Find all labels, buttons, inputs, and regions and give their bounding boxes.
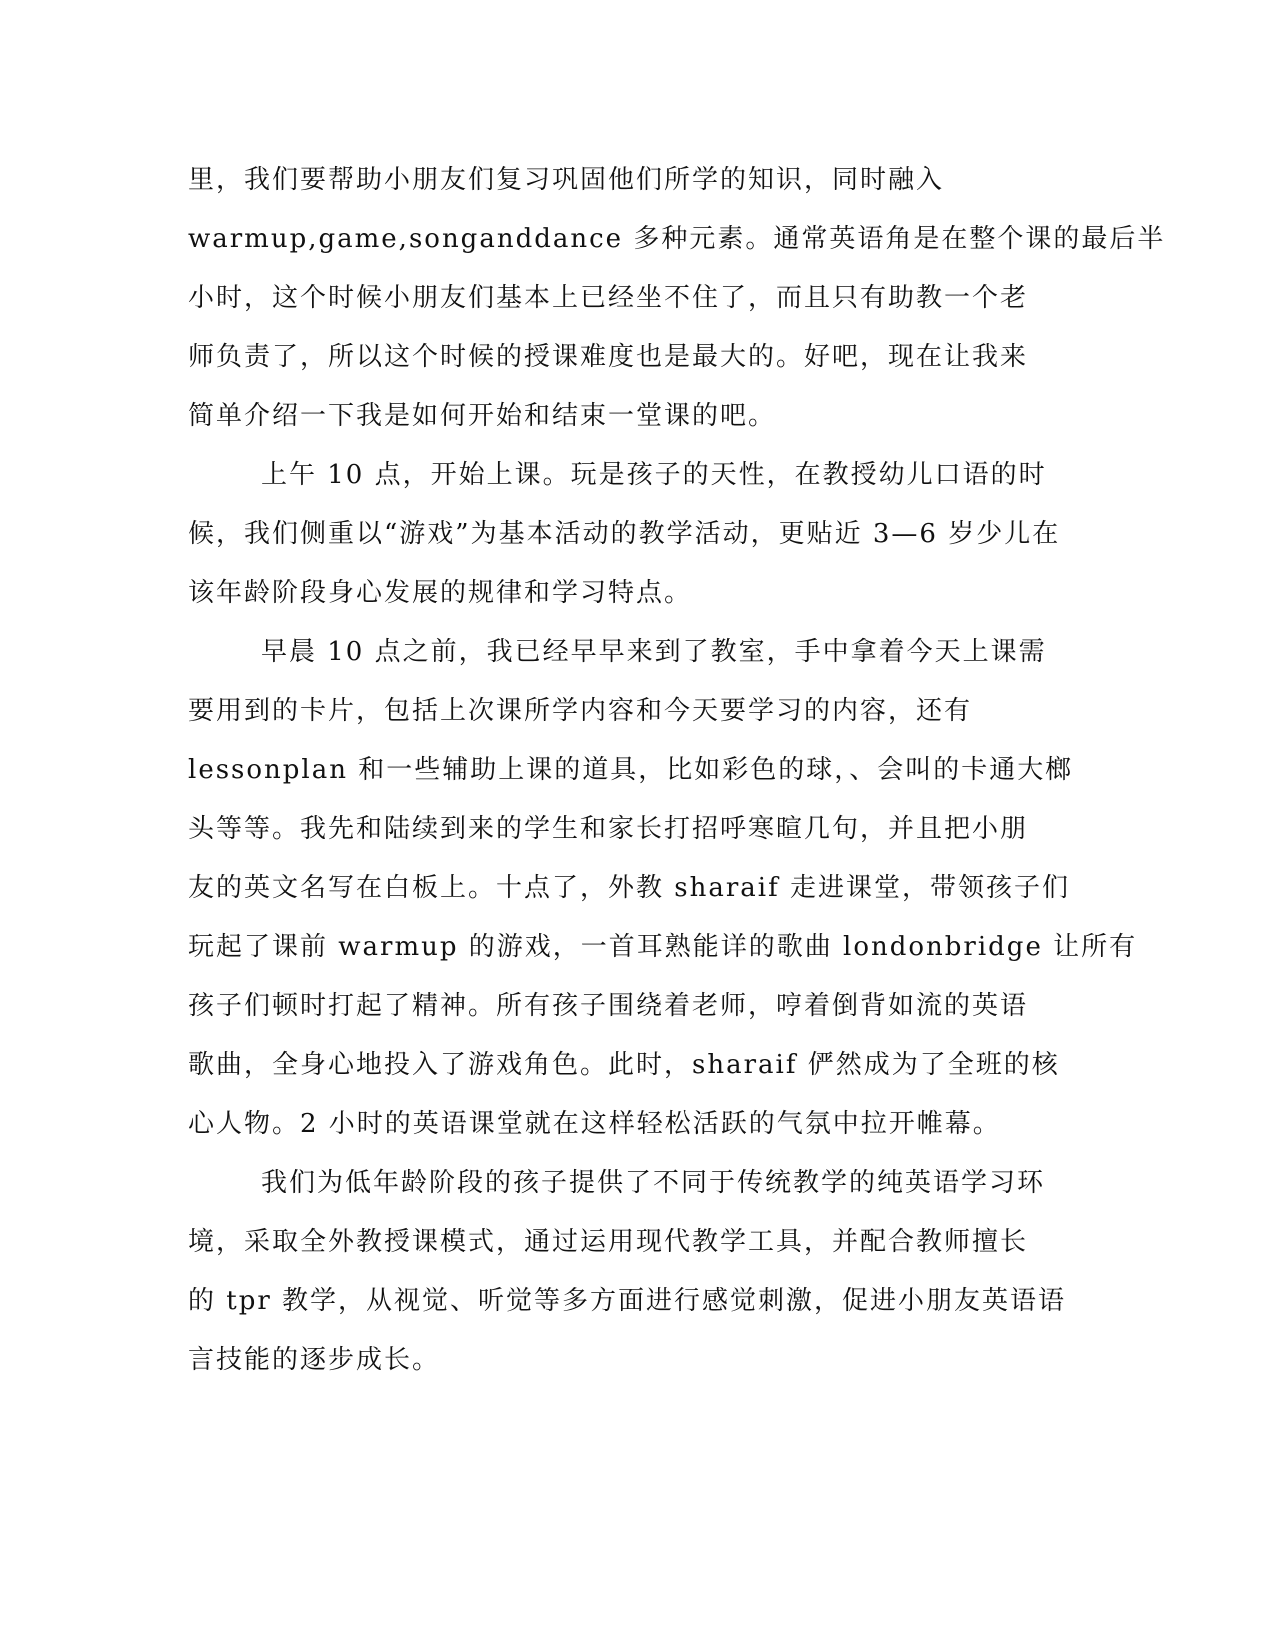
text-line: 境，采取全外教授课模式，通过运用现代教学工具，并配合教师擅长: [188, 1227, 1029, 1257]
paragraph-start-line: 早晨 10 点之前，我已经早早来到了教室，手中拿着今天上课需: [261, 637, 1047, 667]
text-line: warmup,game,songanddance 多种元素。通常英语角是在整个课的最后半: [188, 224, 1166, 254]
text-line: 言技能的逐步成长。: [188, 1345, 441, 1375]
text-line: 歌曲，全身心地投入了游戏角色。此时，sharaif 俨然成为了全班的核: [188, 1050, 1060, 1080]
text-line: 玩起了课前 warmup 的游戏，一首耳熟能详的歌曲 londonbridge 让所有: [188, 932, 1138, 962]
text-line: 师负责了，所以这个时候的授课难度也是最大的。好吧，现在让我来: [188, 342, 1029, 372]
text-line: 心人物。2 小时的英语课堂就在这样轻松活跃的气氛中拉开帷幕。: [188, 1109, 1001, 1139]
text-line: 小时，这个时候小朋友们基本上已经坐不住了，而且只有助教一个老: [188, 283, 1029, 313]
text-line: 简单介绍一下我是如何开始和结束一堂课的吧。: [188, 401, 777, 431]
text-line: 候，我们侧重以“游戏”为基本活动的教学活动，更贴近 3—6 岁少儿在: [188, 519, 1061, 549]
text-line: lessonplan 和一些辅助上课的道具，比如彩色的球，、会叫的卡通大榔: [188, 755, 1074, 785]
text-line: 要用到的卡片，包括上次课所学内容和今天要学习的内容，还有: [188, 696, 973, 726]
paragraph-start-line: 上午 10 点，开始上课。玩是孩子的天性，在教授幼儿口语的时: [261, 460, 1047, 490]
text-line: 友的英文名写在白板上。十点了，外教 sharaif 走进课堂，带领孩子们: [188, 873, 1070, 903]
text-line: 孩子们顿时打起了精神。所有孩子围绕着老师，哼着倒背如流的英语: [188, 991, 1029, 1021]
text-line: 的 tpr 教学，从视觉、听觉等多方面进行感觉刺激，促进小朋友英语语: [188, 1286, 1067, 1316]
text-line: 里，我们要帮助小朋友们复习巩固他们所学的知识，同时融入: [188, 165, 945, 195]
text-line: 该年龄阶段身心发展的规律和学习特点。: [188, 578, 693, 608]
text-line: 头等等。我先和陆续到来的学生和家长打招呼寒暄几句，并且把小朋: [188, 814, 1029, 844]
paragraph-start-line: 我们为低年龄阶段的孩子提供了不同于传统教学的纯英语学习环: [261, 1168, 1046, 1198]
